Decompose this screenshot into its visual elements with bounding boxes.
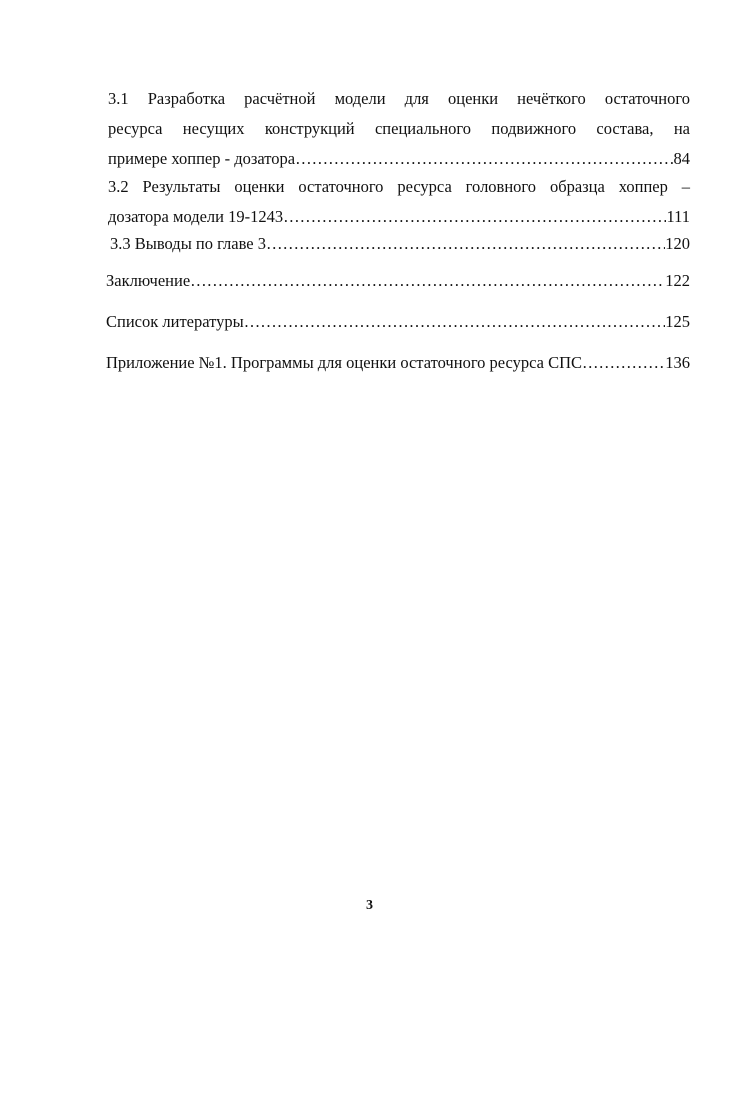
toc-page: 111	[666, 207, 690, 226]
toc-title: 3.3 Выводы по главе 3	[110, 234, 266, 253]
page-number: 3	[366, 898, 373, 913]
toc-leader-line	[108, 202, 690, 232]
toc-page: 125	[665, 312, 690, 331]
toc-title: Приложение №1. Программы для оценки остаточного ресурса СПС	[106, 353, 583, 372]
toc-title: Заключение	[106, 271, 191, 290]
toc-entry-conclusion	[106, 266, 690, 296]
toc-entry-3-2	[108, 172, 690, 232]
toc-title: дозатора модели 19-1243	[108, 207, 284, 226]
toc-leader-line	[108, 144, 690, 174]
toc-page: 120	[665, 234, 690, 253]
toc-line: ресурса несущих конструкций специального подвижного состава, на	[108, 119, 690, 138]
toc-title: примере хоппер - дозатора	[108, 149, 296, 168]
toc-line: 3.1 Разработка расчётной модели для оценки нечёткого остаточного	[108, 89, 690, 108]
toc-entry-references	[106, 307, 690, 337]
toc-line: 3.2 Результаты оценки остаточного ресурса головного образца хоппер –	[108, 177, 690, 196]
toc-page: 84	[673, 149, 690, 168]
toc-entry-appendix	[106, 348, 690, 378]
toc-title: Список литературы	[106, 312, 244, 331]
toc-page: 122	[665, 271, 690, 290]
toc-page: 136	[665, 353, 690, 372]
toc-entry-3-1	[108, 84, 690, 174]
toc-entry-3-3	[110, 229, 690, 259]
